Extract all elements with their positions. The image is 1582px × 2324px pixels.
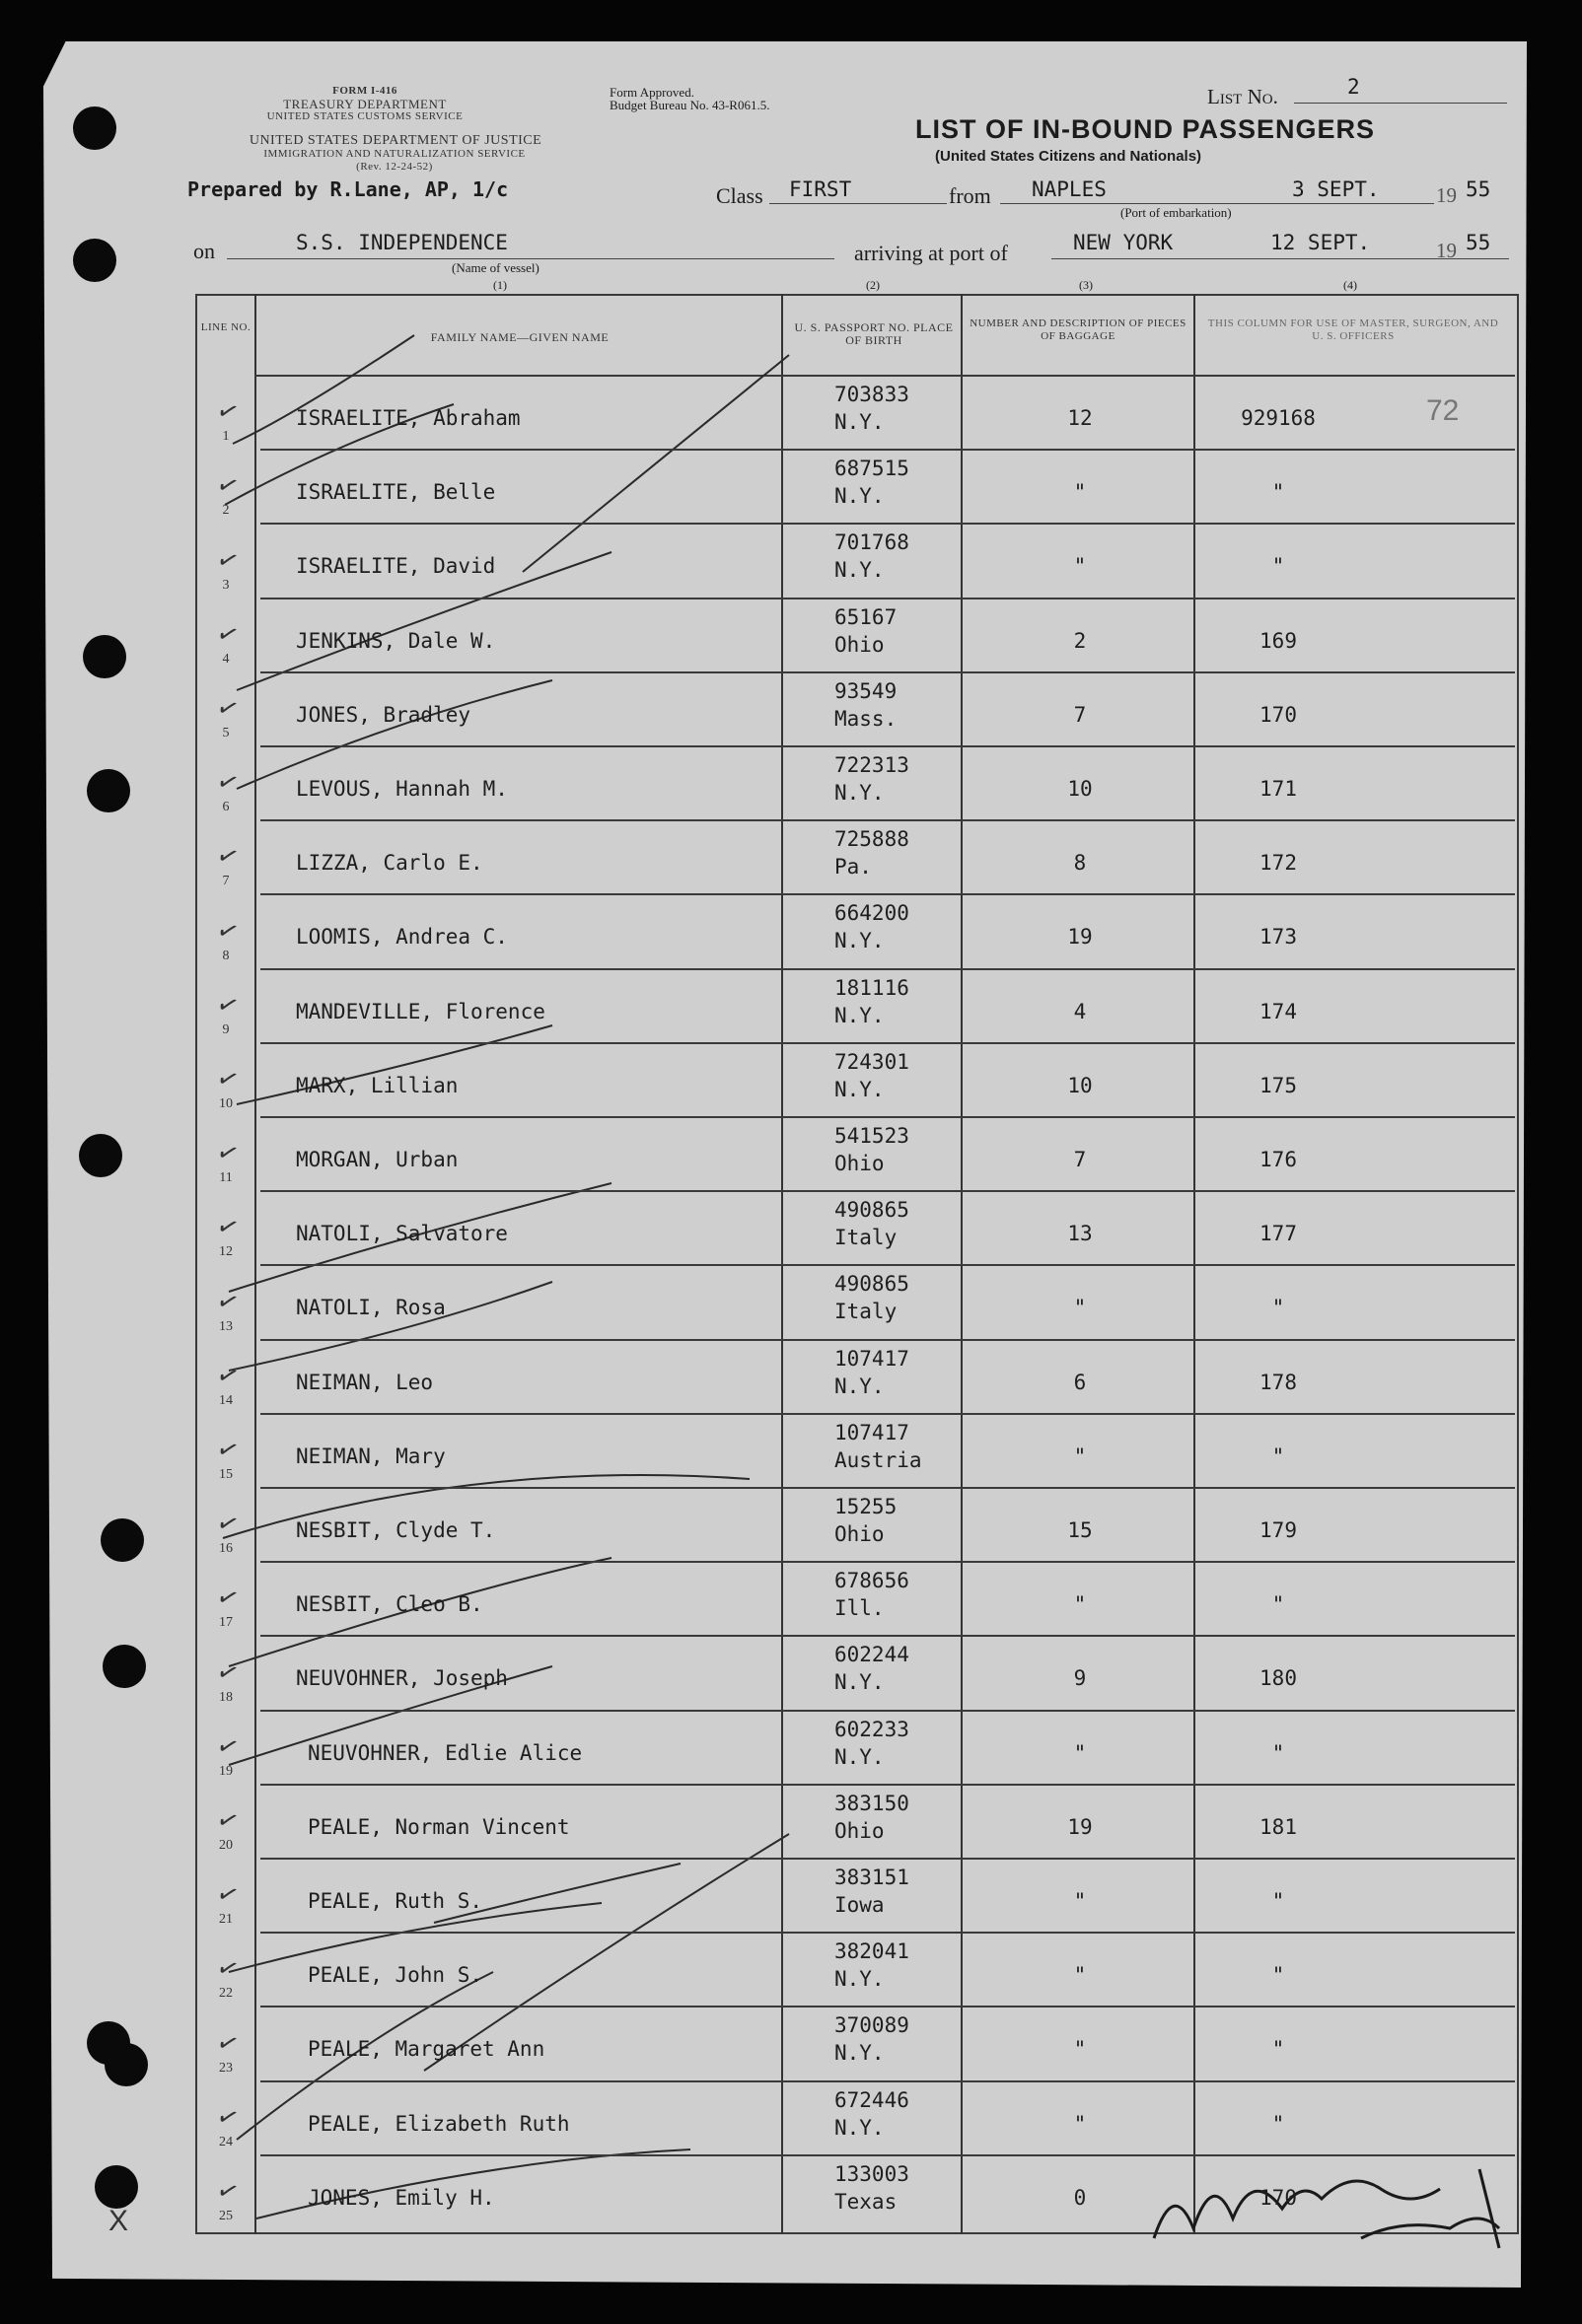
bottom-mark: X — [108, 2205, 129, 2237]
check-mark-icon: ✓ — [212, 2099, 244, 2135]
check-mark-icon: ✓ — [212, 765, 244, 801]
port-of-embarkation: NAPLES — [1032, 177, 1107, 201]
place-of-birth: N.Y. — [834, 2115, 885, 2140]
officer-number: 171 — [1259, 777, 1297, 801]
place-of-birth: N.Y. — [834, 781, 885, 805]
baggage-count: 7 — [1073, 1148, 1087, 1171]
passport-number: 703833 — [834, 383, 909, 406]
passport-number: 687515 — [834, 457, 909, 481]
baggage-count: " — [1073, 1963, 1087, 1988]
header-baggage: NUMBER AND DESCRIPTION OF PIECES OF BAGGAGE — [970, 317, 1186, 342]
passport-number: 722313 — [834, 753, 909, 777]
passenger-name: NATOLI, Rosa — [296, 1296, 446, 1320]
baggage-count: 19 — [1067, 925, 1093, 950]
passport-number: 107417 — [834, 1346, 909, 1371]
passport-number: 133003 — [834, 2161, 909, 2186]
header-name: FAMILY NAME—GIVEN NAME — [430, 330, 610, 344]
list-label: List No. — [1207, 85, 1278, 108]
row-rule — [260, 819, 1515, 821]
line-number: 25 — [219, 2209, 233, 2223]
baggage-count: 12 — [1067, 406, 1093, 430]
column-number-1: (1) — [493, 278, 507, 292]
vessel-caption: (Name of vessel) — [452, 260, 539, 275]
place-of-birth: Ohio — [834, 1152, 885, 1175]
row-rule — [260, 598, 1515, 599]
row-rule — [260, 968, 1515, 970]
line-number: 9 — [222, 1021, 230, 1037]
line-number: 19 — [219, 1763, 233, 1779]
passport-number: 181116 — [834, 975, 909, 1000]
place-of-birth: N.Y. — [834, 410, 885, 434]
line-number: 5 — [222, 726, 230, 740]
passport-number: 678656 — [834, 1569, 909, 1593]
pen-stroke — [237, 680, 552, 789]
row-rule — [260, 1784, 1515, 1786]
baggage-count: 13 — [1067, 1222, 1093, 1246]
header-passport: U. S. PASSPORT NO. PLACE OF BIRTH — [794, 320, 954, 347]
passport-number: 541523 — [834, 1124, 909, 1148]
check-mark-icon: ✓ — [212, 1877, 244, 1913]
line-number: 20 — [219, 1838, 233, 1853]
passenger-name: NEUVOHNER, Edlie Alice — [308, 1740, 583, 1765]
arriving-label: arriving at port of — [854, 241, 1008, 265]
baggage-count: " — [1073, 1889, 1087, 1913]
place-of-birth: Ill. — [834, 1596, 885, 1621]
line-number: 7 — [222, 874, 230, 889]
header-officers: THIS COLUMN FOR USE OF MASTER, SURGEON, AND U. S. OFFICERS — [1207, 317, 1499, 342]
pen-stroke — [523, 355, 789, 572]
place-of-birth: N.Y. — [834, 1670, 885, 1695]
passport-number: 93549 — [834, 678, 898, 703]
baggage-count: 9 — [1073, 1666, 1087, 1691]
officer-number: 174 — [1259, 999, 1297, 1023]
prepared-by: Prepared by R.Lane, AP, 1/c — [187, 177, 509, 201]
passenger-name: MORGAN, Urban — [296, 1148, 459, 1171]
list-number: 2 — [1347, 75, 1360, 99]
on-label: on — [193, 239, 215, 263]
line-number: 16 — [219, 1541, 233, 1557]
row-rule — [260, 745, 1515, 747]
place-of-birth: Ohio — [834, 1818, 885, 1843]
line-number: 14 — [219, 1392, 233, 1408]
form-subtitle: (United States Citizens and Nationals) — [935, 148, 1202, 165]
check-mark-icon: ✓ — [212, 987, 244, 1022]
year-suffix: 55 — [1466, 177, 1491, 201]
passport-number: 602244 — [834, 1643, 909, 1667]
officer-number: 181 — [1259, 1814, 1297, 1839]
officer-number: " — [1271, 1592, 1285, 1617]
embarkation-caption: (Port of embarkation) — [1120, 205, 1232, 220]
check-mark-icon: ✓ — [212, 616, 244, 652]
passenger-name: LEVOUS, Hannah M. — [296, 777, 508, 801]
place-of-birth: Pa. — [834, 855, 872, 880]
passport-number: 701768 — [834, 530, 909, 555]
column-number-3: (3) — [1079, 278, 1093, 292]
passport-number: 383150 — [834, 1791, 909, 1815]
passport-number: 382041 — [834, 1939, 909, 1964]
department-name: TREASURY DEPARTMENT — [283, 97, 447, 111]
check-mark-icon: ✓ — [212, 691, 244, 726]
line-number: 17 — [219, 1615, 233, 1631]
row-rule — [260, 1413, 1515, 1415]
passport-number: 672446 — [834, 2087, 909, 2112]
passport-number: 725888 — [834, 827, 909, 852]
passenger-name: LOOMIS, Andrea C. — [296, 925, 508, 950]
passenger-name: MARX, Lillian — [296, 1073, 459, 1097]
passenger-name: PEALE, Elizabeth Ruth — [308, 2111, 570, 2136]
baggage-count: 0 — [1073, 2185, 1087, 2210]
check-mark-icon: ✓ — [212, 468, 244, 504]
row-rule — [260, 1116, 1515, 1118]
passport-number: 370089 — [834, 2013, 909, 2038]
place-of-birth: Ohio — [834, 1522, 885, 1546]
check-mark-icon: ✓ — [212, 1284, 244, 1319]
row-rule — [260, 1561, 1515, 1563]
baggage-count: 10 — [1067, 1073, 1093, 1097]
officer-number: " — [1271, 2111, 1285, 2136]
check-mark-icon: ✓ — [212, 1655, 244, 1690]
officer-number: " — [1271, 1740, 1285, 1765]
place-of-birth: N.Y. — [834, 929, 885, 953]
place-of-birth: Italy — [834, 1226, 898, 1250]
passport-number: 383151 — [834, 1866, 909, 1889]
officer-number: " — [1271, 2037, 1285, 2062]
baggage-count: 4 — [1073, 999, 1087, 1023]
line-number: 4 — [222, 651, 230, 667]
baggage-count: " — [1073, 1444, 1087, 1468]
officer-number: 175 — [1259, 1073, 1297, 1097]
arrival-year-prefix: 19 — [1436, 239, 1457, 262]
passenger-name: LIZZA, Carlo E. — [296, 851, 483, 876]
passenger-name: NESBIT, Cleo B. — [296, 1592, 483, 1617]
check-mark-icon: ✓ — [212, 394, 244, 430]
baggage-count: 19 — [1067, 1814, 1093, 1839]
arrival-port: NEW YORK — [1073, 231, 1174, 254]
passenger-name: NEIMAN, Mary — [296, 1444, 446, 1468]
baggage-count: 15 — [1067, 1518, 1093, 1542]
row-rule — [260, 1710, 1515, 1712]
passenger-name: ISRAELITE, Abraham — [296, 406, 521, 430]
check-mark-icon: ✓ — [212, 2174, 244, 2209]
margin-note: 72 — [1426, 394, 1460, 427]
service-name: UNITED STATES CUSTOMS SERVICE — [266, 110, 464, 122]
arrival-date: 12 SEPT. — [1270, 231, 1371, 254]
officer-number: " — [1271, 1963, 1285, 1988]
row-rule — [260, 2154, 1515, 2156]
officer-number: 173 — [1259, 925, 1297, 950]
passport-number: 724301 — [834, 1049, 909, 1074]
passenger-name: NATOLI, Salvatore — [296, 1222, 508, 1246]
header-line-no: LINE NO. — [200, 321, 252, 333]
departure-date: 3 SEPT. — [1292, 177, 1380, 201]
passenger-name: PEALE, John S. — [308, 1963, 483, 1988]
row-rule — [260, 671, 1515, 673]
row-rule — [260, 893, 1515, 895]
passenger-name: NESBIT, Clyde T. — [296, 1518, 496, 1542]
class-value: FIRST — [789, 177, 852, 201]
check-mark-icon: ✓ — [212, 1136, 244, 1171]
row-rule — [260, 1264, 1515, 1266]
place-of-birth: Texas — [834, 2189, 898, 2214]
passport-number: 490865 — [834, 1272, 909, 1297]
line-number: 13 — [219, 1318, 233, 1334]
check-mark-icon: ✓ — [212, 1210, 244, 1245]
place-of-birth: N.Y. — [834, 1003, 885, 1027]
place-of-birth: N.Y. — [834, 2041, 885, 2066]
line-number: 18 — [219, 1689, 233, 1705]
row-rule — [260, 523, 1515, 525]
officer-number: 169 — [1259, 628, 1297, 653]
check-mark-icon: ✓ — [212, 1803, 244, 1838]
check-mark-icon: ✓ — [212, 839, 244, 875]
passport-number: 107417 — [834, 1420, 909, 1444]
row-rule — [260, 1487, 1515, 1489]
row-rule — [260, 2006, 1515, 2007]
passenger-name: NEIMAN, Leo — [296, 1370, 434, 1394]
baggage-count: " — [1073, 2111, 1087, 2136]
line-number: 10 — [219, 1096, 233, 1111]
place-of-birth: N.Y. — [834, 558, 885, 583]
line-number: 2 — [222, 503, 230, 519]
check-mark-icon: ✓ — [212, 1581, 244, 1616]
passport-number: 664200 — [834, 901, 909, 926]
baggage-count: 8 — [1073, 851, 1087, 876]
justice-department: UNITED STATES DEPARTMENT OF JUSTICE — [249, 133, 542, 148]
pen-stroke — [424, 1834, 789, 2071]
passport-number: 602233 — [834, 1717, 909, 1741]
passenger-name: ISRAELITE, Belle — [296, 480, 496, 505]
place-of-birth: N.Y. — [834, 1373, 885, 1398]
place-of-birth: N.Y. — [834, 484, 885, 509]
check-mark-icon: ✓ — [212, 913, 244, 949]
place-of-birth: N.Y. — [834, 1967, 885, 1992]
line-number: 22 — [219, 1986, 233, 2002]
place-of-birth: N.Y. — [834, 1744, 885, 1769]
row-rule — [260, 1190, 1515, 1192]
check-mark-icon: ✓ — [212, 1358, 244, 1393]
passenger-name: JONES, Bradley — [296, 702, 471, 727]
column-number-4: (4) — [1343, 278, 1357, 292]
passenger-name: JONES, Emily H. — [308, 2185, 495, 2210]
place-of-birth: Ohio — [834, 632, 885, 657]
row-rule — [260, 1635, 1515, 1637]
officer-number: " — [1271, 1444, 1285, 1468]
baggage-count: 7 — [1073, 702, 1087, 727]
arrival-year-suffix: 55 — [1466, 231, 1491, 254]
budget-bureau: Budget Bureau No. 43-R061.5. — [610, 98, 770, 112]
line-number: 11 — [219, 1170, 233, 1186]
line-number: 1 — [222, 429, 230, 445]
baggage-count: " — [1073, 1296, 1087, 1320]
passenger-name: NEUVOHNER, Joseph — [296, 1666, 508, 1691]
row-rule — [260, 449, 1515, 451]
line-number: 12 — [219, 1244, 233, 1260]
row-rule — [260, 1339, 1515, 1341]
officer-number: 178 — [1259, 1370, 1297, 1394]
column-number-2: (2) — [866, 278, 880, 292]
pen-stroke — [229, 1903, 602, 1972]
baggage-count: " — [1073, 1740, 1087, 1765]
check-mark-icon: ✓ — [212, 1062, 244, 1096]
row-rule — [260, 1858, 1515, 1860]
check-mark-icon: ✓ — [212, 2025, 244, 2061]
form-number: FORM I-416 — [332, 85, 397, 97]
officer-number: " — [1271, 1296, 1285, 1320]
officer-number: " — [1271, 554, 1285, 579]
baggage-count: " — [1073, 554, 1087, 579]
officer-number: 177 — [1259, 1222, 1297, 1246]
place-of-birth: Austria — [834, 1447, 922, 1472]
passport-number: 490865 — [834, 1198, 909, 1223]
baggage-count: 2 — [1073, 628, 1087, 653]
officer-number: 170 — [1259, 2185, 1297, 2210]
baggage-count: 10 — [1067, 777, 1093, 801]
line-number: 24 — [219, 2134, 233, 2149]
line-number: 15 — [219, 1467, 233, 1482]
form-revision: (Rev. 12-24-52) — [356, 161, 433, 173]
place-of-birth: Iowa — [834, 1893, 885, 1917]
officer-number: 172 — [1259, 851, 1297, 876]
vessel-name: S.S. INDEPENDENCE — [296, 231, 508, 254]
row-rule — [260, 1932, 1515, 1934]
line-number: 23 — [219, 2060, 233, 2076]
officer-number: " — [1271, 1889, 1285, 1913]
year-prefix: 19 — [1436, 183, 1457, 207]
from-label: from — [949, 183, 991, 208]
line-number: 8 — [222, 948, 230, 963]
officer-number: 170 — [1259, 702, 1297, 727]
passenger-name: PEALE, Margaret Ann — [308, 2037, 545, 2062]
officer-number: " — [1271, 480, 1285, 505]
form-approval: Form Approved. — [610, 85, 694, 100]
passenger-name: PEALE, Norman Vincent — [308, 1814, 570, 1839]
passenger-name: JENKINS, Dale W. — [296, 628, 496, 653]
place-of-birth: N.Y. — [834, 1077, 885, 1101]
line-number: 21 — [219, 1912, 233, 1928]
place-of-birth: Italy — [834, 1300, 898, 1324]
place-of-birth: Mass. — [834, 706, 898, 731]
officer-number: 179 — [1259, 1518, 1297, 1542]
baggage-count: " — [1073, 1592, 1087, 1617]
check-mark-icon: ✓ — [212, 542, 244, 578]
passport-number: 15255 — [834, 1495, 898, 1518]
officer-number: 176 — [1259, 1148, 1297, 1171]
line-number: 6 — [222, 800, 230, 815]
class-label: Class — [716, 183, 763, 208]
passport-number: 65167 — [834, 604, 898, 629]
officer-number: 929168 — [1241, 406, 1316, 430]
check-mark-icon: ✓ — [212, 1728, 244, 1764]
baggage-count: " — [1073, 480, 1087, 505]
check-mark-icon: ✓ — [212, 1433, 244, 1467]
immigration-service: IMMIGRATION AND NATURALIZATION SERVICE — [263, 148, 526, 160]
officer-number: 180 — [1259, 1666, 1297, 1691]
passenger-name: ISRAELITE, David — [296, 554, 496, 579]
check-mark-icon: ✓ — [212, 1951, 244, 1987]
passenger-name: MANDEVILLE, Florence — [296, 999, 545, 1023]
passenger-name: PEALE, Ruth S. — [308, 1889, 483, 1913]
baggage-count: " — [1073, 2037, 1087, 2062]
baggage-count: 6 — [1073, 1370, 1087, 1394]
row-rule — [260, 1042, 1515, 1044]
check-mark-icon: ✓ — [212, 1507, 244, 1542]
line-number: 3 — [222, 577, 230, 593]
row-rule — [260, 2080, 1515, 2082]
form-title: LIST OF IN-BOUND PASSENGERS — [915, 114, 1376, 144]
